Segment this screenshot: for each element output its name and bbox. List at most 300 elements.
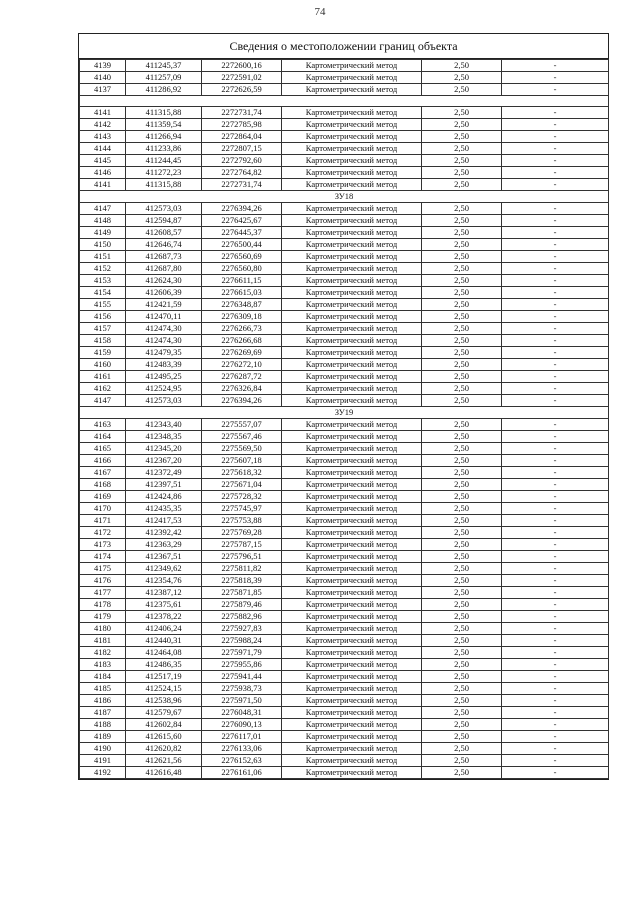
y-coordinate-cell: 2275745,97 [202, 503, 282, 515]
point-number-cell: 4161 [80, 371, 126, 383]
table-row [80, 491, 609, 503]
x-coordinate-cell: 412687,80 [126, 263, 202, 275]
note-cell: - [502, 275, 609, 287]
precision-cell: 2,50 [422, 203, 502, 215]
precision-cell: 2,50 [422, 455, 502, 467]
y-coordinate-cell: 2276394,26 [202, 395, 282, 407]
precision-cell: 2,50 [422, 347, 502, 359]
point-number-cell: 4190 [80, 743, 126, 755]
method-cell: Картометрический метод [282, 743, 422, 755]
note-cell: - [502, 599, 609, 611]
table-row [80, 551, 609, 563]
note-cell: - [502, 707, 609, 719]
precision-cell: 2,50 [422, 239, 502, 251]
y-coordinate-cell: 2276117,01 [202, 731, 282, 743]
precision-cell: 2,50 [422, 60, 502, 72]
y-coordinate-cell: 2275818,39 [202, 575, 282, 587]
table-row [80, 119, 609, 131]
y-coordinate-cell: 2276326,84 [202, 383, 282, 395]
x-coordinate-cell: 412646,74 [126, 239, 202, 251]
section-header-row [80, 407, 609, 419]
table-row [80, 179, 609, 191]
precision-cell: 2,50 [422, 527, 502, 539]
y-coordinate-cell: 2275618,32 [202, 467, 282, 479]
note-cell: - [502, 575, 609, 587]
x-coordinate-cell: 412573,03 [126, 395, 202, 407]
precision-cell: 2,50 [422, 443, 502, 455]
x-coordinate-cell: 412345,20 [126, 443, 202, 455]
method-cell: Картометрический метод [282, 72, 422, 84]
y-coordinate-cell: 2275879,46 [202, 599, 282, 611]
note-cell: - [502, 479, 609, 491]
table-row [80, 671, 609, 683]
note-cell: - [502, 323, 609, 335]
method-cell: Картометрический метод [282, 515, 422, 527]
note-cell: - [502, 491, 609, 503]
note-cell: - [502, 719, 609, 731]
point-number-cell: 4166 [80, 455, 126, 467]
method-cell: Картометрический метод [282, 203, 422, 215]
method-cell: Картометрический метод [282, 767, 422, 779]
precision-cell: 2,50 [422, 371, 502, 383]
precision-cell: 2,50 [422, 635, 502, 647]
point-number-cell: 4154 [80, 287, 126, 299]
y-coordinate-cell: 2272626,59 [202, 84, 282, 96]
method-cell: Картометрический метод [282, 311, 422, 323]
x-coordinate-cell: 412367,51 [126, 551, 202, 563]
precision-cell: 2,50 [422, 479, 502, 491]
point-number-cell: 4181 [80, 635, 126, 647]
y-coordinate-cell: 2275671,04 [202, 479, 282, 491]
x-coordinate-cell: 412392,42 [126, 527, 202, 539]
point-number-cell: 4177 [80, 587, 126, 599]
y-coordinate-cell: 2276611,15 [202, 275, 282, 287]
point-number-cell: 4141 [80, 179, 126, 191]
x-coordinate-cell: 412495,25 [126, 371, 202, 383]
x-coordinate-cell: 412602,84 [126, 719, 202, 731]
note-cell: - [502, 563, 609, 575]
x-coordinate-cell: 412594,87 [126, 215, 202, 227]
table-row [80, 72, 609, 84]
y-coordinate-cell: 2275796,51 [202, 551, 282, 563]
table-row [80, 60, 609, 72]
method-cell: Картометрический метод [282, 719, 422, 731]
method-cell: Картометрический метод [282, 683, 422, 695]
precision-cell: 2,50 [422, 683, 502, 695]
x-coordinate-cell: 412424,86 [126, 491, 202, 503]
note-cell: - [502, 347, 609, 359]
note-cell: - [502, 383, 609, 395]
y-coordinate-cell: 2276266,73 [202, 323, 282, 335]
point-number-cell: 4175 [80, 563, 126, 575]
y-coordinate-cell: 2275927,83 [202, 623, 282, 635]
x-coordinate-cell: 412470,11 [126, 311, 202, 323]
table-row [80, 275, 609, 287]
x-coordinate-cell: 412354,76 [126, 575, 202, 587]
x-coordinate-cell: 412474,30 [126, 323, 202, 335]
note-cell: - [502, 263, 609, 275]
precision-cell: 2,50 [422, 131, 502, 143]
table-row [80, 455, 609, 467]
y-coordinate-cell: 2275607,18 [202, 455, 282, 467]
note-cell: - [502, 131, 609, 143]
note-cell: - [502, 119, 609, 131]
method-cell: Картометрический метод [282, 371, 422, 383]
x-coordinate-cell: 412464,08 [126, 647, 202, 659]
note-cell: - [502, 335, 609, 347]
note-cell: - [502, 239, 609, 251]
y-coordinate-cell: 2272807,15 [202, 143, 282, 155]
method-cell: Картометрический метод [282, 60, 422, 72]
x-coordinate-cell: 412517,19 [126, 671, 202, 683]
precision-cell: 2,50 [422, 287, 502, 299]
method-cell: Картометрический метод [282, 335, 422, 347]
precision-cell: 2,50 [422, 599, 502, 611]
method-cell: Картометрический метод [282, 143, 422, 155]
y-coordinate-cell: 2275971,79 [202, 647, 282, 659]
note-cell: - [502, 203, 609, 215]
note-cell: - [502, 515, 609, 527]
x-coordinate-cell: 412343,40 [126, 419, 202, 431]
method-cell: Картометрический метод [282, 671, 422, 683]
note-cell: - [502, 395, 609, 407]
table-row [80, 503, 609, 515]
x-coordinate-cell: 411257,09 [126, 72, 202, 84]
method-cell: Картометрический метод [282, 527, 422, 539]
point-number-cell: 4186 [80, 695, 126, 707]
point-number-cell: 4184 [80, 671, 126, 683]
method-cell: Картометрический метод [282, 503, 422, 515]
method-cell: Картометрический метод [282, 215, 422, 227]
precision-cell: 2,50 [422, 743, 502, 755]
table-row [80, 251, 609, 263]
point-number-cell: 4139 [80, 60, 126, 72]
note-cell: - [502, 539, 609, 551]
precision-cell: 2,50 [422, 563, 502, 575]
note-cell: - [502, 683, 609, 695]
x-coordinate-cell: 412435,35 [126, 503, 202, 515]
point-number-cell: 4164 [80, 431, 126, 443]
precision-cell: 2,50 [422, 623, 502, 635]
table-row [80, 647, 609, 659]
section-label: ЗУ18 [80, 191, 609, 203]
y-coordinate-cell: 2276309,18 [202, 311, 282, 323]
point-number-cell: 4152 [80, 263, 126, 275]
x-coordinate-cell: 412406,24 [126, 623, 202, 635]
y-coordinate-cell: 2275753,88 [202, 515, 282, 527]
note-cell: - [502, 251, 609, 263]
y-coordinate-cell: 2272792,60 [202, 155, 282, 167]
table-row [80, 743, 609, 755]
precision-cell: 2,50 [422, 155, 502, 167]
method-cell: Картометрический метод [282, 167, 422, 179]
point-number-cell: 4167 [80, 467, 126, 479]
blank-cell [80, 96, 609, 107]
method-cell: Картометрический метод [282, 623, 422, 635]
x-coordinate-cell: 412608,57 [126, 227, 202, 239]
precision-cell: 2,50 [422, 311, 502, 323]
y-coordinate-cell: 2272764,82 [202, 167, 282, 179]
y-coordinate-cell: 2275882,96 [202, 611, 282, 623]
section-label: ЗУ19 [80, 407, 609, 419]
precision-cell: 2,50 [422, 431, 502, 443]
method-cell: Картометрический метод [282, 539, 422, 551]
table-row [80, 311, 609, 323]
note-cell: - [502, 527, 609, 539]
y-coordinate-cell: 2275971,50 [202, 695, 282, 707]
method-cell: Картометрический метод [282, 84, 422, 96]
table-row [80, 479, 609, 491]
x-coordinate-cell: 412349,62 [126, 563, 202, 575]
precision-cell: 2,50 [422, 215, 502, 227]
point-number-cell: 4158 [80, 335, 126, 347]
table-row [80, 263, 609, 275]
y-coordinate-cell: 2276500,44 [202, 239, 282, 251]
note-cell: - [502, 299, 609, 311]
note-cell: - [502, 215, 609, 227]
y-coordinate-cell: 2276560,80 [202, 263, 282, 275]
table-row [80, 635, 609, 647]
x-coordinate-cell: 412474,30 [126, 335, 202, 347]
x-coordinate-cell: 412620,82 [126, 743, 202, 755]
x-coordinate-cell: 412483,39 [126, 359, 202, 371]
method-cell: Картометрический метод [282, 275, 422, 287]
note-cell: - [502, 227, 609, 239]
note-cell: - [502, 419, 609, 431]
precision-cell: 2,50 [422, 575, 502, 587]
point-number-cell: 4146 [80, 167, 126, 179]
x-coordinate-cell: 412372,49 [126, 467, 202, 479]
x-coordinate-cell: 412621,56 [126, 755, 202, 767]
x-coordinate-cell: 412573,03 [126, 203, 202, 215]
table-row [80, 767, 609, 779]
method-cell: Картометрический метод [282, 731, 422, 743]
note-cell: - [502, 359, 609, 371]
point-number-cell: 4188 [80, 719, 126, 731]
y-coordinate-cell: 2275871,85 [202, 587, 282, 599]
point-number-cell: 4153 [80, 275, 126, 287]
point-number-cell: 4165 [80, 443, 126, 455]
method-cell: Картометрический метод [282, 383, 422, 395]
table-row [80, 323, 609, 335]
note-cell: - [502, 767, 609, 779]
precision-cell: 2,50 [422, 107, 502, 119]
method-cell: Картометрический метод [282, 587, 422, 599]
y-coordinate-cell: 2276048,31 [202, 707, 282, 719]
method-cell: Картометрический метод [282, 443, 422, 455]
table-row [80, 443, 609, 455]
y-coordinate-cell: 2276266,68 [202, 335, 282, 347]
table-row [80, 239, 609, 251]
page-number: 74 [314, 6, 326, 18]
precision-cell: 2,50 [422, 671, 502, 683]
x-coordinate-cell: 412524,95 [126, 383, 202, 395]
x-coordinate-cell: 412367,20 [126, 455, 202, 467]
point-number-cell: 4159 [80, 347, 126, 359]
note-cell: - [502, 503, 609, 515]
table-row [80, 587, 609, 599]
precision-cell: 2,50 [422, 551, 502, 563]
note-cell: - [502, 671, 609, 683]
y-coordinate-cell: 2276161,06 [202, 767, 282, 779]
table-row [80, 683, 609, 695]
method-cell: Картометрический метод [282, 551, 422, 563]
point-number-cell: 4176 [80, 575, 126, 587]
method-cell: Картометрический метод [282, 263, 422, 275]
table-row [80, 359, 609, 371]
precision-cell: 2,50 [422, 503, 502, 515]
coordinates-table-body [80, 60, 609, 779]
precision-cell: 2,50 [422, 299, 502, 311]
table-row [80, 155, 609, 167]
point-number-cell: 4144 [80, 143, 126, 155]
table-row [80, 611, 609, 623]
method-cell: Картометрический метод [282, 575, 422, 587]
x-coordinate-cell: 411233,86 [126, 143, 202, 155]
table-row [80, 563, 609, 575]
point-number-cell: 4162 [80, 383, 126, 395]
point-number-cell: 4141 [80, 107, 126, 119]
note-cell: - [502, 143, 609, 155]
precision-cell: 2,50 [422, 275, 502, 287]
table-row [80, 371, 609, 383]
point-number-cell: 4191 [80, 755, 126, 767]
point-number-cell: 4160 [80, 359, 126, 371]
method-cell: Картометрический метод [282, 131, 422, 143]
table-row [80, 383, 609, 395]
y-coordinate-cell: 2272731,74 [202, 179, 282, 191]
y-coordinate-cell: 2276445,37 [202, 227, 282, 239]
y-coordinate-cell: 2275955,86 [202, 659, 282, 671]
table-row [80, 107, 609, 119]
x-coordinate-cell: 412687,73 [126, 251, 202, 263]
note-cell: - [502, 179, 609, 191]
note-cell: - [502, 611, 609, 623]
section-header-row [80, 191, 609, 203]
x-coordinate-cell: 411315,88 [126, 179, 202, 191]
table-row [80, 467, 609, 479]
point-number-cell: 4187 [80, 707, 126, 719]
point-number-cell: 4170 [80, 503, 126, 515]
precision-cell: 2,50 [422, 167, 502, 179]
method-cell: Картометрический метод [282, 347, 422, 359]
coordinates-table-frame [78, 33, 609, 780]
method-cell: Картометрический метод [282, 155, 422, 167]
note-cell: - [502, 107, 609, 119]
y-coordinate-cell: 2276133,06 [202, 743, 282, 755]
precision-cell: 2,50 [422, 335, 502, 347]
y-coordinate-cell: 2276152,63 [202, 755, 282, 767]
method-cell: Картометрический метод [282, 359, 422, 371]
method-cell: Картометрический метод [282, 647, 422, 659]
point-number-cell: 4145 [80, 155, 126, 167]
precision-cell: 2,50 [422, 323, 502, 335]
note-cell: - [502, 167, 609, 179]
y-coordinate-cell: 2272864,04 [202, 131, 282, 143]
precision-cell: 2,50 [422, 719, 502, 731]
table-row [80, 731, 609, 743]
table-row [80, 599, 609, 611]
table-row [80, 335, 609, 347]
note-cell: - [502, 623, 609, 635]
x-coordinate-cell: 412606,39 [126, 287, 202, 299]
note-cell: - [502, 431, 609, 443]
y-coordinate-cell: 2275567,46 [202, 431, 282, 443]
note-cell: - [502, 371, 609, 383]
point-number-cell: 4185 [80, 683, 126, 695]
table-row [80, 755, 609, 767]
table-row [80, 227, 609, 239]
y-coordinate-cell: 2275811,82 [202, 563, 282, 575]
note-cell: - [502, 659, 609, 671]
precision-cell: 2,50 [422, 263, 502, 275]
x-coordinate-cell: 412363,29 [126, 539, 202, 551]
x-coordinate-cell: 412421,59 [126, 299, 202, 311]
x-coordinate-cell: 412524,15 [126, 683, 202, 695]
x-coordinate-cell: 412615,60 [126, 731, 202, 743]
x-coordinate-cell: 412417,53 [126, 515, 202, 527]
method-cell: Картометрический метод [282, 323, 422, 335]
method-cell: Картометрический метод [282, 431, 422, 443]
y-coordinate-cell: 2276090,13 [202, 719, 282, 731]
table-row [80, 131, 609, 143]
point-number-cell: 4143 [80, 131, 126, 143]
table-row [80, 299, 609, 311]
y-coordinate-cell: 2272731,74 [202, 107, 282, 119]
method-cell: Картометрический метод [282, 227, 422, 239]
precision-cell: 2,50 [422, 647, 502, 659]
y-coordinate-cell: 2272591,02 [202, 72, 282, 84]
table-title: Сведения о местоположении границ объекта [79, 34, 608, 59]
table-row [80, 84, 609, 96]
point-number-cell: 4149 [80, 227, 126, 239]
point-number-cell: 4148 [80, 215, 126, 227]
table-row [80, 527, 609, 539]
method-cell: Картометрический метод [282, 659, 422, 671]
note-cell: - [502, 455, 609, 467]
precision-cell: 2,50 [422, 227, 502, 239]
note-cell: - [502, 287, 609, 299]
precision-cell: 2,50 [422, 611, 502, 623]
point-number-cell: 4151 [80, 251, 126, 263]
x-coordinate-cell: 411315,88 [126, 107, 202, 119]
method-cell: Картометрический метод [282, 599, 422, 611]
method-cell: Картометрический метод [282, 479, 422, 491]
x-coordinate-cell: 412378,22 [126, 611, 202, 623]
y-coordinate-cell: 2275569,50 [202, 443, 282, 455]
precision-cell: 2,50 [422, 731, 502, 743]
point-number-cell: 4150 [80, 239, 126, 251]
table-row [80, 395, 609, 407]
point-number-cell: 4137 [80, 84, 126, 96]
note-cell: - [502, 467, 609, 479]
method-cell: Картометрический метод [282, 611, 422, 623]
table-row [80, 719, 609, 731]
method-cell: Картометрический метод [282, 119, 422, 131]
note-cell: - [502, 84, 609, 96]
table-row [80, 695, 609, 707]
method-cell: Картометрический метод [282, 299, 422, 311]
method-cell: Картометрический метод [282, 179, 422, 191]
y-coordinate-cell: 2276615,03 [202, 287, 282, 299]
x-coordinate-cell: 412479,35 [126, 347, 202, 359]
point-number-cell: 4147 [80, 203, 126, 215]
point-number-cell: 4172 [80, 527, 126, 539]
x-coordinate-cell: 411286,92 [126, 84, 202, 96]
method-cell: Картометрический метод [282, 755, 422, 767]
y-coordinate-cell: 2276287,72 [202, 371, 282, 383]
y-coordinate-cell: 2275787,15 [202, 539, 282, 551]
